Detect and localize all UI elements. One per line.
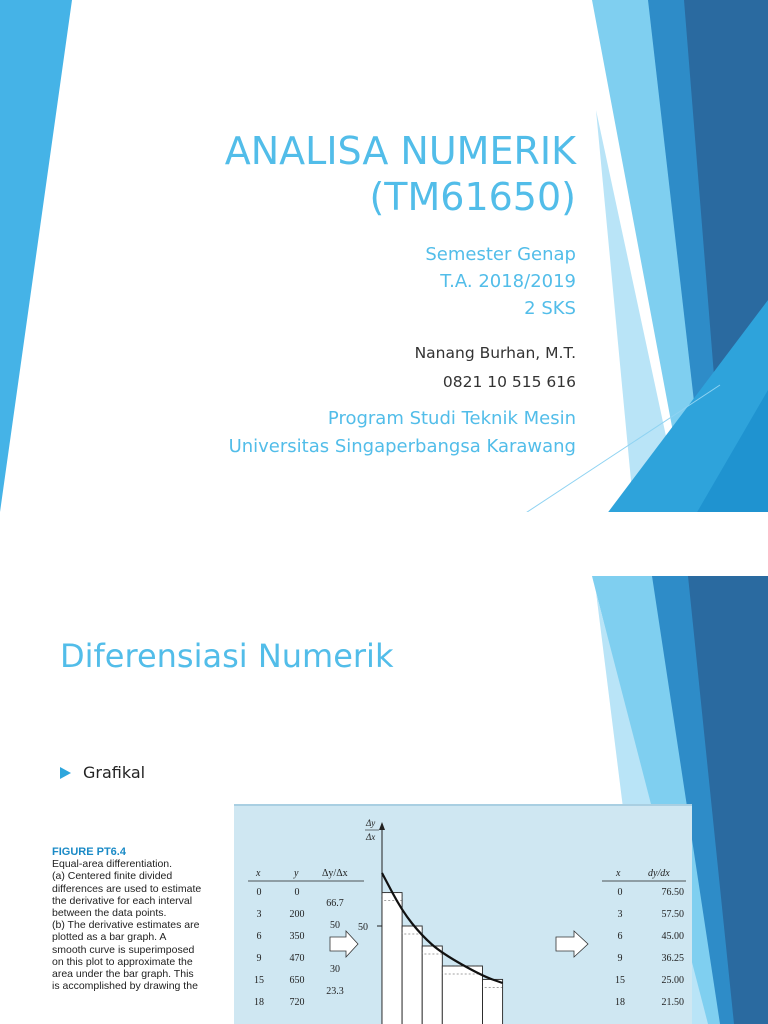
figure-panel <box>234 804 692 1024</box>
figure-caption <box>52 846 227 992</box>
year-text: T.A. 2018/2019 <box>440 271 576 292</box>
lt-cell-x: 18 <box>254 997 264 1008</box>
lt-cell-x: 3 <box>256 909 262 920</box>
caption-line: between the data points. <box>52 907 167 920</box>
lt-cell-y: 0 <box>294 887 300 898</box>
content-slide <box>0 512 768 1024</box>
lt-header-dydx: Δy/Δx <box>322 868 348 879</box>
caption-text <box>52 858 227 992</box>
university-text: Universitas Singaperbangsa Karawang <box>228 436 576 457</box>
caption-line: Equal-area differentiation. <box>52 858 173 871</box>
author-name: Nanang Burhan, M.T. <box>414 344 576 362</box>
semester-text: Semester Genap <box>425 244 576 265</box>
rt-cell-dydx: 36.25 <box>661 953 684 964</box>
bar <box>402 926 422 1024</box>
lt-header-x: x <box>256 868 261 879</box>
program-text: Program Studi Teknik Mesin <box>327 408 576 429</box>
rt-cell-dydx: 21.50 <box>661 997 684 1008</box>
author-phone: 0821 10 515 616 <box>442 373 576 391</box>
left-arrow-icon <box>330 931 358 957</box>
bullet-item <box>60 763 145 782</box>
lt-header-y: y <box>294 868 299 879</box>
left-triangle <box>0 0 72 512</box>
caption-line: is accomplished by drawing the <box>52 980 198 993</box>
lt-cell-x: 15 <box>254 975 264 986</box>
lt-cell-dydx: 66.7 <box>326 898 344 909</box>
lt-cell-y: 650 <box>289 975 305 986</box>
rt-cell-dydx: 76.50 <box>661 887 684 898</box>
credits-text: 2 SKS <box>524 298 576 319</box>
lt-cell-y: 720 <box>289 997 305 1008</box>
rt-header-x: x <box>616 868 621 879</box>
lt-cell-y: 470 <box>289 953 305 964</box>
caption-line: smooth curve is superimposed <box>52 943 195 956</box>
lt-cell-x: 6 <box>256 931 262 942</box>
bar <box>442 966 482 1024</box>
rt-cell-dydx: 25.00 <box>661 975 684 986</box>
course-title <box>225 128 576 220</box>
bar <box>422 946 442 1024</box>
lt-cell-y: 350 <box>289 931 305 942</box>
rt-cell-x: 15 <box>615 975 625 986</box>
bar <box>382 893 402 1024</box>
course-info <box>425 241 576 322</box>
course-title-line2: (TM61650) <box>369 175 576 219</box>
bar <box>483 979 503 1024</box>
caption-line: differences are used to estimate <box>52 882 202 895</box>
slide-title: Diferensiasi Numerik <box>60 637 394 675</box>
author-info <box>415 339 576 397</box>
rt-cell-dydx: 57.50 <box>661 909 684 920</box>
caption-line: (b) The derivative estimates are <box>52 919 200 932</box>
figure-pt6-4 <box>52 804 692 1024</box>
caption-line: (a) Centered finite divided <box>52 870 173 883</box>
rt-cell-x: 18 <box>615 997 625 1008</box>
figure-label: FIGURE PT6.4 <box>52 846 126 858</box>
lt-cell-x: 0 <box>256 887 262 898</box>
right-arrow-icon <box>556 931 588 957</box>
caption-line: the derivative for each interval <box>52 894 193 907</box>
axis-label-top: Δy <box>366 818 376 828</box>
caption-line: area under the bar graph. This <box>52 968 194 981</box>
bars-group <box>382 893 503 1024</box>
caption-line: on this plot to approximate the <box>52 955 193 968</box>
lt-cell-dydx: 30 <box>330 964 340 975</box>
rt-cell-x: 3 <box>617 909 623 920</box>
bar-chart <box>358 818 503 1024</box>
rt-header-dydx: dy/dx <box>648 868 670 879</box>
course-title-line1: ANALISA NUMERIK <box>224 129 576 173</box>
caption-line: plotted as a bar graph. A <box>52 931 167 944</box>
differentiation-chart <box>234 806 692 1024</box>
lt-cell-dydx: 50 <box>330 920 340 931</box>
rt-cell-x: 6 <box>617 931 623 942</box>
axis-label-bottom: Δx <box>366 832 376 842</box>
lt-cell-y: 200 <box>289 909 305 920</box>
rt-cell-x: 0 <box>617 887 623 898</box>
rt-cell-dydx: 45.00 <box>661 931 684 942</box>
bullet-text: Grafikal <box>83 763 146 782</box>
institution-info <box>229 405 576 461</box>
lt-cell-x: 9 <box>256 953 262 964</box>
right-data-table <box>602 868 686 1008</box>
y-axis-arrow-icon <box>379 822 385 830</box>
lt-cell-dydx: 23.3 <box>326 986 344 997</box>
rt-cell-x: 9 <box>617 953 623 964</box>
ytick-label: 50 <box>358 922 368 933</box>
bullet-triangle-icon <box>60 767 71 779</box>
